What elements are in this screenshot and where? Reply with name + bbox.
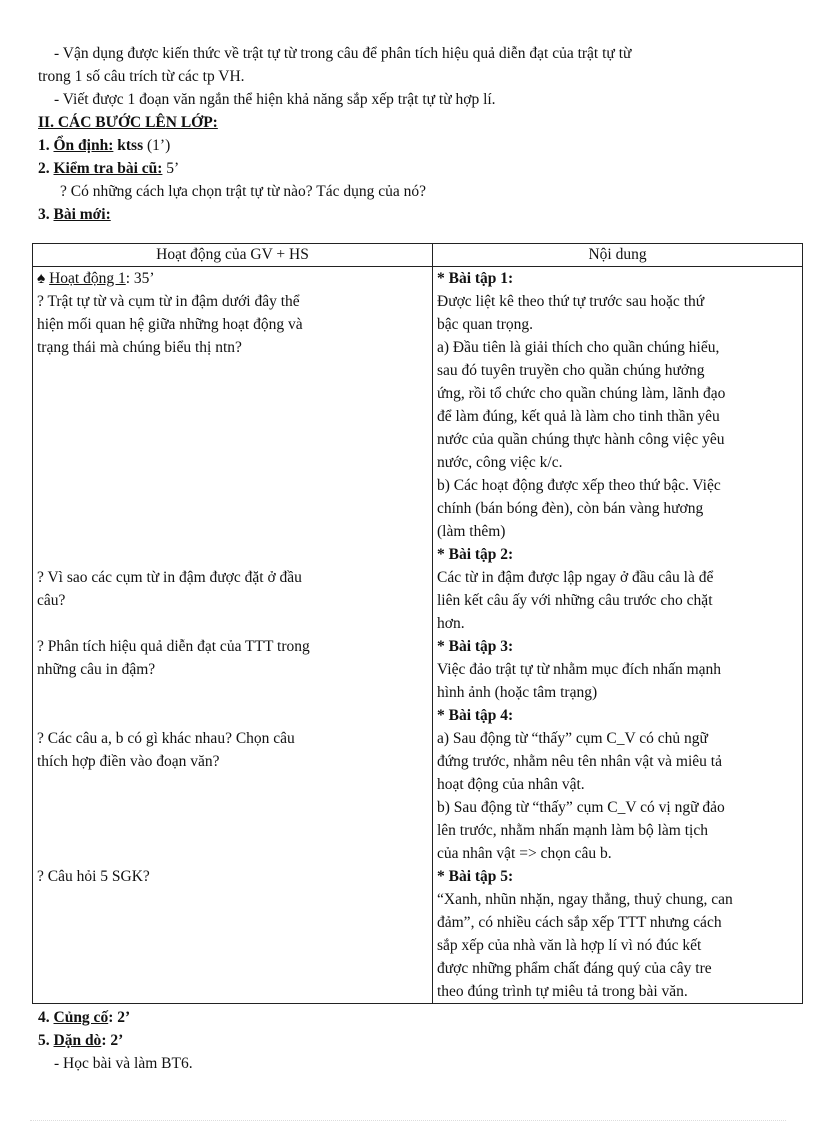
exercise-3-line: hình ảnh (hoặc tâm trạng) <box>437 684 598 701</box>
step-2-label: Kiểm tra bài cũ: <box>53 160 163 177</box>
exercise-1-line: để làm đúng, kết quả là làm cho tinh thần yêu <box>437 408 720 425</box>
exercise-3-title: * Bài tập 3: <box>437 638 514 655</box>
step-2: 2. Kiểm tra bài cũ: 5’ <box>38 160 180 177</box>
exercise-1-line: a) Đầu tiên là giải thích cho quần chúng hiểu, <box>437 339 720 356</box>
objective-1-cont: trong 1 số câu trích từ các tp VH. <box>38 68 245 85</box>
step-4: 4. Củng cố: 2’ <box>38 1009 131 1026</box>
exercise-1-line: b) Các hoạt động được xếp theo thứ bậc. Việc <box>437 477 721 494</box>
exercise-4-line: b) Sau động từ “thấy” cụm C_V có vị ngữ đảo <box>437 799 725 816</box>
exercise-2-line: Các từ in đậm được lập ngay ở đầu câu là để <box>437 569 714 586</box>
exercise-5-line: theo đúng trình tự miêu tả trong bài văn. <box>437 983 688 1000</box>
question-2-line: ? Vì sao các cụm từ in đậm được đặt ở đầu <box>37 569 302 586</box>
table-row <box>33 267 803 1004</box>
exercise-4-line: hoạt động của nhân vật. <box>437 776 585 793</box>
step-4-time: : 2’ <box>108 1009 131 1026</box>
step-1-time: (1’) <box>147 137 171 154</box>
question-4-line: ? Các câu a, b có gì khác nhau? Chọn câu <box>37 730 295 747</box>
question-2-line: câu? <box>37 592 66 609</box>
step-1: 1. Ổn định: ktss (1’) <box>38 137 171 154</box>
exercise-4-line: đứng trước, nhằm nêu tên nhân vật và miêu tả <box>437 753 722 770</box>
exercise-2-line: liên kết câu ấy với những câu trước cho chặt <box>437 592 713 609</box>
exercise-5-line: được những phẩm chất đáng quý của cây tre <box>437 960 712 977</box>
step-3: 3. Bài mới: <box>38 206 111 223</box>
activity-time: : 35’ <box>125 270 155 287</box>
section-title: II. CÁC BƯỚC LÊN LỚP: <box>38 114 218 131</box>
question-5-line: ? Câu hỏi 5 SGK? <box>37 868 150 885</box>
lesson-table <box>32 243 803 1004</box>
activity-label: Hoạt động 1 <box>49 270 126 287</box>
exercise-1-line: Được liệt kê theo thứ tự trước sau hoặc thứ <box>437 293 705 310</box>
step-5-time: : 2’ <box>101 1032 124 1049</box>
step-4-label: Củng cố <box>53 1009 109 1026</box>
exercise-1-line: nước của quần chúng thực hành công việc yêu <box>437 431 725 448</box>
exercise-4-line: lên trước, nhằm nhấn mạnh làm bộ làm tịch <box>437 822 708 839</box>
step-5: 5. Dặn dò: 2’ <box>38 1032 124 1049</box>
exercise-2-title: * Bài tập 2: <box>437 546 514 563</box>
exercise-4-line: của nhân vật => chọn câu b. <box>437 845 612 862</box>
objective-1: - Vận dụng được kiến thức về trật tự từ trong câu để phân tích hiệu quả diễn đạt của trật tự từ <box>54 45 632 62</box>
objective-2: - Viết được 1 đoạn văn ngắn thể hiện khả năng sắp xếp trật tự từ hợp lí. <box>54 91 496 108</box>
exercise-1-line: nước, công việc k/c. <box>437 454 563 471</box>
exercise-3-line: Việc đảo trật tự từ nhằm mục đích nhấn mạnh <box>437 661 722 678</box>
step-2-question: ? Có những cách lựa chọn trật tự từ nào? Tác dụng của nó? <box>60 183 427 200</box>
question-1-line: hiện mối quan hệ giữa những hoạt động và <box>37 316 303 333</box>
exercise-5-line: “Xanh, nhũn nhặn, ngay thẳng, thuỷ chung, can <box>437 891 733 908</box>
activities-cell <box>33 267 433 1004</box>
header-content: Nội dung <box>433 244 803 267</box>
content-cell <box>433 267 803 1004</box>
step-5-label: Dặn dò <box>53 1032 102 1049</box>
step-1-value: ktss <box>117 137 144 154</box>
step-2-time: 5’ <box>166 160 180 177</box>
header-activities: Hoạt động của GV + HS <box>33 244 433 267</box>
exercise-1-line: bậc quan trọng. <box>437 316 533 333</box>
exercise-1-title: * Bài tập 1: <box>437 270 514 287</box>
page-divider <box>30 1120 786 1121</box>
question-3-line: những câu in đậm? <box>37 661 156 678</box>
exercise-2-line: hơn. <box>437 615 465 632</box>
exercise-1-line: sau đó tuyên truyền cho quần chúng hưởng <box>437 362 705 379</box>
table-header-row <box>33 244 803 267</box>
exercise-5-line: sắp xếp của nhà văn là hợp lí vì nó đúc kết <box>437 937 702 954</box>
exercise-5-line: đảm”, có nhiều cách sắp xếp TTT nhưng cách <box>437 914 722 931</box>
exercise-4-line: a) Sau động từ “thấy” cụm C_V có chủ ngữ <box>437 730 708 747</box>
exercise-1-line: ứng, rồi tổ chức cho quần chúng làm, lãnh đạo <box>437 385 726 402</box>
document-page <box>38 42 802 1075</box>
spade-icon: ♠ <box>37 270 46 287</box>
exercise-5-title: * Bài tập 5: <box>437 868 514 885</box>
exercise-1-line: chính (bán bóng đèn), còn bán vàng hương <box>437 500 704 517</box>
exercise-4-title: * Bài tập 4: <box>437 707 514 724</box>
question-1-line: trạng thái mà chúng biểu thị ntn? <box>37 339 242 356</box>
activity-heading <box>37 267 428 290</box>
question-4-line: thích hợp điền vào đoạn văn? <box>37 753 220 770</box>
exercise-1-line: (làm thêm) <box>437 523 506 540</box>
step-3-label: Bài mới: <box>53 206 111 223</box>
homework: - Học bài và làm BT6. <box>54 1055 193 1072</box>
step-1-label: Ổn định: <box>53 137 114 154</box>
question-1-line: ? Trật tự từ và cụm từ in đậm dưới đây thể <box>37 293 300 310</box>
question-3-line: ? Phân tích hiệu quả diễn đạt của TTT trong <box>37 638 310 655</box>
